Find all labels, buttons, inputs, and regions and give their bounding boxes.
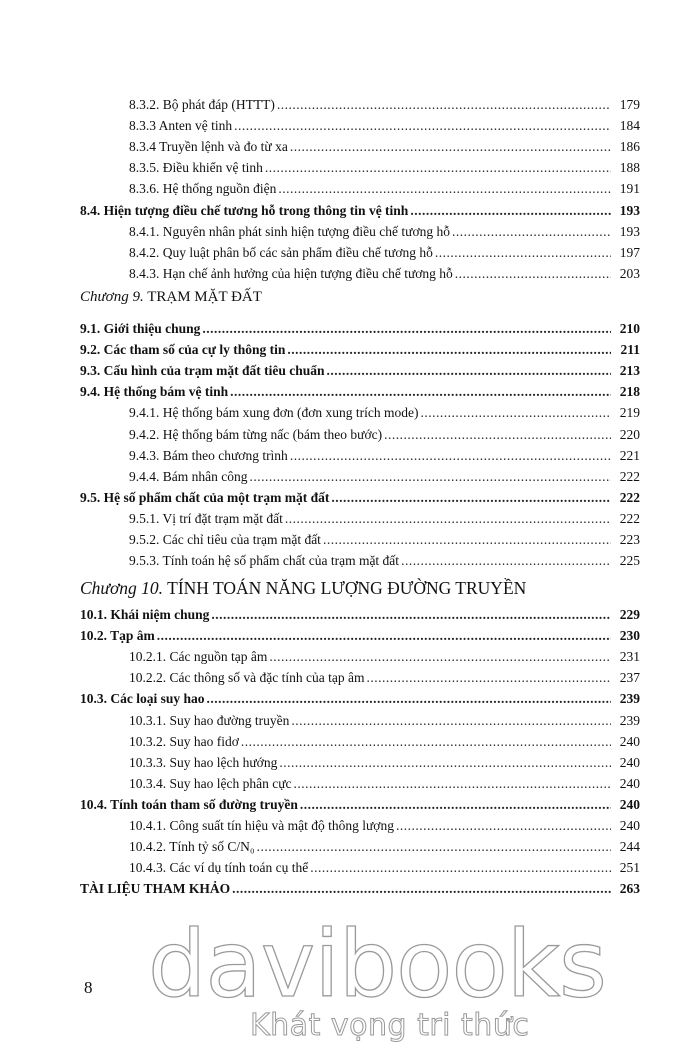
toc-entry [80,199,640,219]
toc-entry-label: 10.3.4. Suy hao lệch phân cực [129,775,292,791]
toc-entry-page: 225 [619,553,640,569]
toc-entry-label: 10.4.2. Tính tỷ số C/N₀ [129,839,255,855]
toc-dot-leader [300,797,611,813]
toc-entry-page: 222 [619,468,640,484]
toc-dot-leader [230,384,611,400]
toc-entry-label: 10.3.1. Suy hao đường truyền [129,712,290,728]
toc-dot-leader [327,363,611,379]
toc-entry-page: 210 [619,321,640,336]
toc-entry-page: 193 [619,202,640,218]
toc-dot-leader [249,469,611,485]
toc-entry-page: 230 [619,628,640,644]
toc-dot-leader [202,321,611,337]
toc-entry-label: TÀI LIỆU THAM KHẢO [80,881,231,897]
toc-entry-page: 221 [619,447,640,463]
toc-dot-leader [421,405,612,421]
toc-entry [80,338,640,358]
toc-entry-page: 179 [619,97,640,112]
toc-dot-leader [290,139,611,155]
toc-entry [129,423,640,443]
toc-entry [129,772,640,792]
toc-entry [80,793,640,813]
toc-entry [129,156,640,176]
toc-entry-page: 211 [620,342,640,358]
toc-entry [129,814,640,834]
toc-entry [129,730,640,750]
toc-entry-page: 203 [619,265,640,281]
toc-entry [129,549,640,569]
toc-entry-label: 9.1. Giới thiệu chung [80,321,201,336]
toc-entry-label: 10.2.1. Các nguồn tạp âm [129,649,268,665]
toc-entry-page: 239 [619,691,640,707]
toc-entry [80,486,640,506]
toc-entry-label: 10.3. Các loại suy hao [80,691,205,707]
toc-entry-page: 186 [619,139,640,155]
toc-entry-label: 10.4.3. Các ví dụ tính toán cụ thể [129,860,309,876]
chapter-10-heading [80,578,526,599]
toc-dot-leader [157,628,611,644]
toc-dot-leader [277,97,611,113]
toc-entry-label: 10.1. Khái niệm chung [80,607,210,622]
toc-entry-label: 9.4.3. Bám theo chương trình [129,447,288,463]
toc-entry-page: 251 [619,860,640,876]
toc-entry [80,687,640,707]
toc-dot-leader [232,881,611,897]
toc-entry [129,444,640,464]
toc-entry-page: 237 [619,670,640,686]
watermark-slogan: Khát vọng tri thức [250,1008,530,1043]
toc-entry-page: 263 [619,881,640,897]
toc-entry-page: 240 [619,818,640,833]
toc-dot-leader [452,224,611,240]
toc-entry-page: 240 [619,754,640,770]
toc-entry-page: 240 [619,775,640,791]
toc-entry-label: 10.2. Tạp âm [80,628,155,644]
toc-entry [129,835,640,855]
toc-entry-label: 8.4.1. Nguyên nhân phát sinh hiện tượng điều chế tương hỗ [129,223,450,239]
chapter-9-number: Chương 9. [80,289,144,305]
toc-entry-label: 9.4.2. Hệ thống bám từng nấc (bám theo bước) [129,426,383,442]
toc-entry [129,93,640,113]
toc-entry [129,177,640,197]
toc-dot-leader [207,691,611,707]
toc-entry [129,135,640,155]
toc-dot-leader [435,245,611,261]
toc-entry-label: 8.3.2. Bộ phát đáp (HTTT) [129,97,275,112]
page-number: 8 [84,978,93,997]
toc-entry-label: 8.3.4 Truyền lệnh và đo từ xa [129,139,288,155]
toc-dot-leader [290,448,611,464]
toc-entry-label: 10.2.2. Các thông số và đặc tính của tạp âm [129,670,365,686]
toc-entry [129,645,640,665]
toc-entry [129,401,640,421]
toc-entry-label: 9.4.1. Hệ thống bám xung đơn (đơn xung trích mode) [129,405,419,421]
toc-entry-page: 231 [619,649,640,665]
toc-entry-page: 184 [619,118,640,134]
toc-dot-leader [310,860,611,876]
watermark-brand: davibooks [148,911,606,1018]
toc-entry-label: 8.4.3. Hạn chế ảnh hưởng của hiện tượng điều chế tương hỗ [129,265,453,281]
toc-dot-leader [323,532,611,548]
toc-entry [80,624,640,644]
toc-dot-leader [241,734,611,750]
toc-entry-label: 9.5. Hệ số phẩm chất của một trạm mặt đất [80,489,330,505]
toc-entry [129,220,640,240]
toc-entry-label: 8.3.5. Điều khiển vệ tinh [129,160,263,176]
toc-entry-label: 9.3. Cấu hình của trạm mặt đất tiêu chuẩn [80,363,325,379]
toc-entry-page: 222 [619,489,640,505]
toc-dot-leader [269,649,611,665]
toc-entry [129,114,640,134]
toc-entry-page: 240 [619,796,640,812]
toc-dot-leader [285,511,611,527]
toc-entry [129,241,640,261]
toc-dot-leader [410,203,611,219]
toc-entry [129,507,640,527]
chapter-10-number: Chương 10. [80,578,164,598]
toc-entry-label: 9.5.3. Tính toán hệ số phẩm chất của trạm mặt đất [129,553,400,569]
toc-entry-label: 10.3.3. Suy hao lệch hướng [129,754,278,770]
toc-dot-leader [294,776,611,792]
toc-entry-page: 222 [619,510,640,526]
toc-entry [129,666,640,686]
toc-entry-label: 10.4. Tính toán tham số đường truyền [80,796,298,812]
toc-entry-page: 223 [619,532,640,547]
toc-dot-leader [234,118,611,134]
toc-entry-label: 9.5.2. Các chỉ tiêu của trạm mặt đất [129,532,321,547]
toc-entry [80,603,640,623]
chapter-9-heading [80,289,262,306]
toc-entry-page: 220 [619,426,640,442]
toc-entry-page: 197 [619,244,640,260]
toc-entry-label: 10.4.1. Công suất tín hiệu và mật độ thông lượng [129,818,394,833]
toc-entry-label: 9.4. Hệ thống bám vệ tinh [80,384,229,400]
toc-dot-leader [331,490,611,506]
toc-entry-label: 8.3.3 Anten vệ tinh [129,118,233,134]
toc-dot-leader [396,818,611,834]
toc-entry [129,528,640,548]
toc-entry-label: 9.5.1. Vị trí đặt trạm mặt đất [129,510,283,526]
toc-entry-page: 188 [619,160,640,176]
toc-entry [129,262,640,282]
toc-entry [80,359,640,379]
chapter-9-title: TRẠM MẶT ĐẤT [147,289,262,305]
toc-dot-leader [291,713,611,729]
toc-dot-leader [279,755,611,771]
toc-entry-label: 10.3.2. Suy hao fidơ [129,733,239,749]
toc-entry-label: 8.4.2. Quy luật phân bố các sản phẩm điều chế tương hỗ [129,244,433,260]
toc-dot-leader [265,160,611,176]
toc-entry-page: 218 [619,384,640,400]
toc-entry [129,709,640,729]
toc-entry [129,465,640,485]
toc-dot-leader [287,342,611,358]
toc-entry [80,317,640,337]
toc-entry-page: 244 [619,839,640,855]
chapter-10-title: TÍNH TOÁN NĂNG LƯỢNG ĐƯỜNG TRUYỀN [167,578,527,598]
toc-entry-page: 191 [619,181,640,197]
toc-entry-page: 213 [619,363,640,379]
toc-dot-leader [366,670,611,686]
toc-dot-leader [278,181,611,197]
toc-entry-label: 8.4. Hiện tượng điều chế tương hỗ trong thông tin vệ tinh [80,202,409,218]
toc-dot-leader [384,427,611,443]
toc-entry-page: 193 [619,223,640,239]
toc-entry [129,856,640,876]
toc-entry-page: 240 [619,733,640,749]
toc-entry [80,380,640,400]
toc-entry-label: 8.3.6. Hệ thống nguồn điện [129,181,277,197]
toc-entry-page: 239 [619,712,640,728]
toc-entry [129,751,640,771]
toc-dot-leader [401,553,611,569]
toc-entry [80,877,640,897]
toc-dot-leader [455,266,611,282]
toc-entry-label: 9.2. Các tham số của cự ly thông tin [80,342,286,358]
toc-dot-leader [257,839,611,855]
toc-entry-page: 219 [619,405,640,421]
toc-entry-label: 9.4.4. Bám nhân công [129,468,248,484]
toc-dot-leader [211,607,611,623]
toc-entry-page: 229 [619,607,640,622]
